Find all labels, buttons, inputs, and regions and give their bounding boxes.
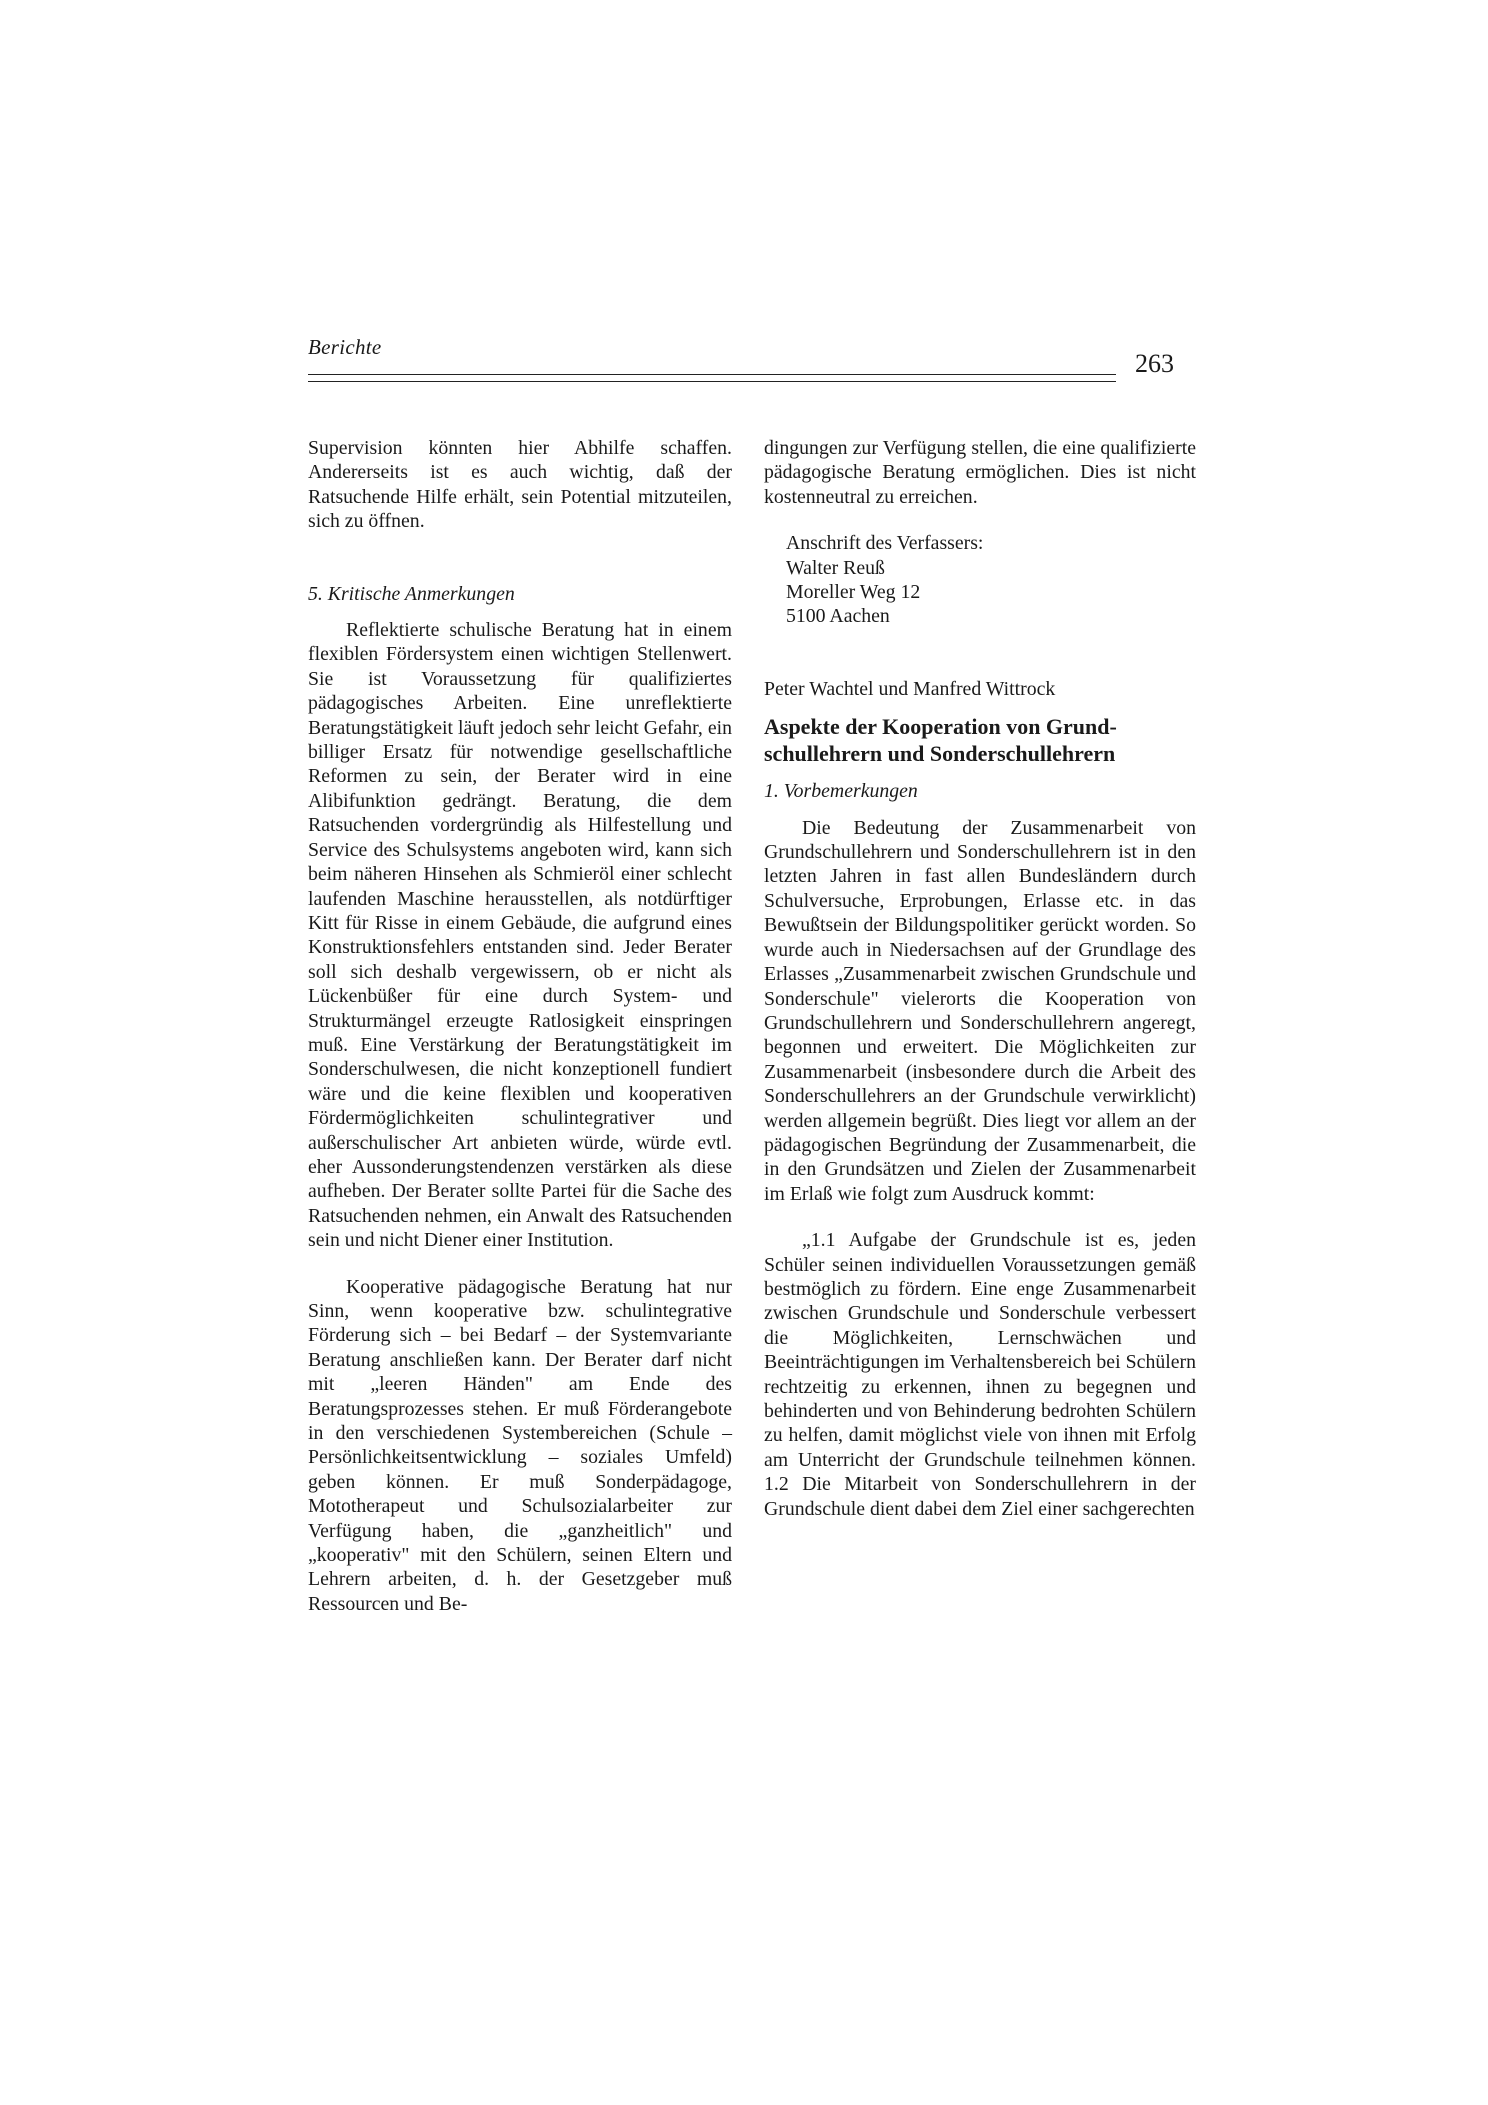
article-title-line: Aspekte der Kooperation von Grund-: [764, 714, 1117, 740]
left-column: [308, 436, 732, 1616]
running-header: Berichte: [308, 335, 382, 359]
section-heading: 5. Kritische Anmerkungen: [308, 582, 515, 605]
section-heading: 1. Vorbemerkungen: [764, 780, 918, 803]
paragraph: Die Bedeutung der Zusammenarbeit von Grundschullehrern und Sonderschullehrern ist in den letzten Jahren in fast allen Bundesländern durch Schulversuche, Erprobungen, Erlasse etc. in das Bewußtsein der Bildungspolitiker gerückt worden. So wurde auch in Niedersachsen auf der Grundlage des Erlasses „Zusammenarbeit zwischen Grundschule und Sonderschule" vielerorts die Kooperation von Grundschullehrern und Sonderschullehrern angeregt, begonnen und erweitert. Die Möglichkeiten zur Zusammenarbeit (insbesondere durch die Arbeit des Sonderschullehrers an der Grundschule verwirklicht) werden allgemein begrüßt. Dies liegt vor allem an der pädagogischen Begründung der Zusammenarbeit, die in den Grundsätzen und Zielen der Zusammenarbeit im Erlaß wie folgt zum Ausdruck kommt:: [764, 816, 1196, 1205]
author-address: [764, 531, 1196, 629]
paragraph-continuation: dingungen zur Verfügung stellen, die eine qualifizierte pädagogische Beratung ermöglichen. Dies ist nicht kostenneutral zu erreichen.: [764, 437, 1196, 508]
article-title: [764, 713, 1196, 767]
paragraph: Reflektierte schulische Beratung hat in einem flexiblen Fördersystem einen wichtigen Stellenwert. Sie ist Voraussetzung für qualifiziertes pädagogisches Arbeiten. Eine unreflektierte Beratungstätigkeit läuft jedoch sehr leicht Gefahr, ein billiger Ersatz für notwendige gesellschaftliche Reformen zu sein, der Berater wird in eine Alibifunktion gedrängt. Beratung, die dem Ratsuchenden vordergründig als Hilfestellung und Service des Schulsystems angeboten wird, kann sich beim näheren Hinsehen als Schmieröl einer schlecht laufenden Maschine herausstellen, als notdürftiger Kitt für Risse in einem Gebäude, die aufgrund eines Konstruktionsfehlers entstanden sind. Jeder Berater soll sich deshalb vergewissern, ob er nicht als Lückenbüßer für eine durch System- und Strukturmängel erzeugte Ratlosigkeit einspringen muß. Eine Verstärkung der Beratungstätigkeit im Sonderschulwesen, die nicht konzeptionell fundiert wäre und die keine flexiblen und kooperativen Fördermöglichkeiten schulintegrativer und außerschulischer Art anbieten würde, würde evtl. eher Aussonderungstendenzen verstärken als diese aufheben. Der Berater sollte Partei für die Sache des Ratsuchenden nehmen, ein Anwalt des Ratsuchenden sein und nicht Diener einer Institution.: [308, 619, 732, 1252]
address-city: 5100 Aachen: [786, 605, 890, 628]
address-label: Anschrift des Verfassers:: [786, 532, 984, 555]
block-quote: „1.1 Aufgabe der Grundschule ist es, jeden Schüler seinen individuellen Voraussetzungen gemäß bestmöglich zu fördern. Eine enge Zusammenarbeit zwischen Grundschule und Sonderschule verbessert die Möglichkeiten, Lernschwächen und Beeinträchtigungen im Verhaltensbereich bei Schülern rechtzeitig zu erkennen, ihnen zu begegnen und behinderten und von Behinderung bedrohten Schülern zu helfen, damit möglichst viele von ihnen mit Erfolg am Unterricht der Grundschule teilnehmen können. 1.2 Die Mitarbeit von Sonderschullehrern in der Grundschule dient dabei dem Ziel einer sachgerechten: [764, 1229, 1196, 1520]
right-column: [764, 436, 1196, 1521]
address-street: Moreller Weg 12: [786, 581, 921, 604]
header-rule: [308, 374, 1116, 375]
article-title-line: schullehrern und Sonderschullehrern: [764, 741, 1116, 767]
header-rule-secondary: [308, 381, 1116, 382]
paragraph-continuation: Supervision könnten hier Abhilfe schaffen. Andererseits ist es auch wichtig, daß der Ratsuchende Hilfe erhält, sein Potential mitzuteilen, sich zu öffnen.: [308, 437, 732, 533]
article-authors: Peter Wachtel und Manfred Wittrock: [764, 677, 1056, 700]
paragraph: Kooperative pädagogische Beratung hat nur Sinn, wenn kooperative bzw. schulintegrative Förderung sich – bei Bedarf – der Systemvariante Beratung anschließen kann. Der Berater darf nicht mit „leeren Händen" am Ende des Beratungsprozesses stehen. Er muß Förderangebote in den verschiedenen Systembereichen (Schule – Persönlichkeitsentwicklung – soziales Umfeld) geben können. Er muß Sonderpädagoge, Mototherapeut und Schulsozialarbeiter zur Verfügung haben, die „ganzheitlich" und „kooperativ" mit den Schülern, seinen Eltern und Lehrern arbeiten, d. h. der Gesetzgeber muß Ressourcen und Be-: [308, 1275, 732, 1615]
address-name: Walter Reuß: [786, 556, 885, 579]
page-number: 263: [1135, 349, 1174, 378]
